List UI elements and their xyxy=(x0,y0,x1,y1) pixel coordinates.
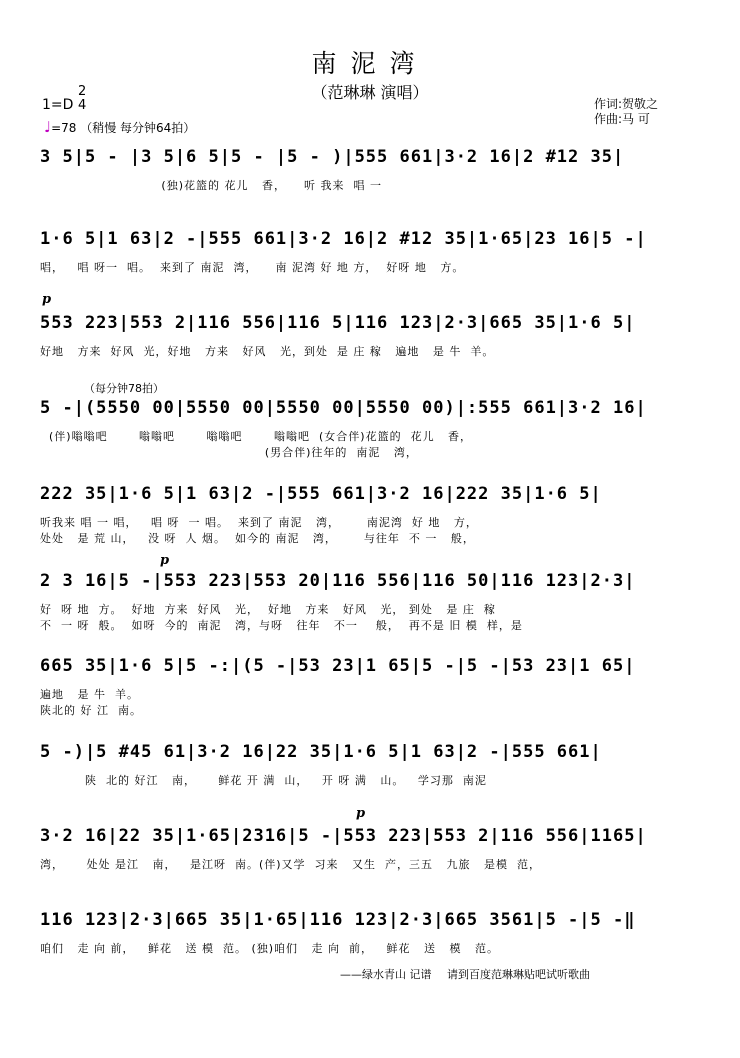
listen-note: 请到百度范琳琳贴吧试听歌曲 xyxy=(447,968,590,981)
lyrics-verse-2: 不 一 呀 般。 如呀 今的 南泥 湾，与呀 往年 不一 般， 再不是 旧 模 样，是 xyxy=(40,619,523,632)
lyrics: 好 呀 地 方。 好地 方来 好风 光， 好地 方来 好风 光， 到处 是 庄 稼 xyxy=(40,603,496,616)
time-signature xyxy=(78,85,86,113)
dynamic-p: p xyxy=(160,553,170,568)
lyrics: (独)花篮的 花儿 香， 听 我来 唱 一 xyxy=(40,179,382,192)
lyrics: 湾， 处处 是江 南， 是江呀 南。(伴)又学 习来 又生 产，三五 九旅 是模 范， xyxy=(40,858,541,871)
song-subtitle: （范琳琳 演唱） xyxy=(311,83,429,102)
lyricist-credit: 作词:贺敬之 xyxy=(594,97,659,111)
footer xyxy=(340,966,602,982)
tempo-text: =78 （稍慢 每分钟64拍） xyxy=(51,121,196,135)
lyrics-verse-2: 陕北的 好 江 南。 xyxy=(40,704,142,717)
lyrics: (伴)嗡嗡吧 嗡嗡吧 嗡嗡吧 嗡嗡吧 (女合伴)花篮的 花儿 香， xyxy=(40,430,473,443)
notation: 3·2 16|22 35|1·65|2316|5 -|553 223|553 2|116 556|1165| xyxy=(40,826,647,846)
lyrics: 陕 北的 好江 南， 鲜花 开 满 山， 开 呀 满 山。 学习那 南泥 xyxy=(40,774,487,787)
tempo-change: （每分钟78拍） xyxy=(84,382,164,395)
lyrics: 遍地 是 牛 羊。 xyxy=(40,688,139,701)
notation: 665 35|1·6 5|5 -:|(5 -|53 23|1 65|5 -|5 -|53 23|1 65| xyxy=(40,656,636,676)
notation: 5 -)|5 #45 61|3·2 16|22 35|1·6 5|1 63|2 -|555 661| xyxy=(40,742,602,762)
lyrics: 咱们 走 向 前， 鲜花 送 模 范。 (独)咱们 走 向 前， 鲜花 送 模 范。 xyxy=(40,942,499,955)
meter-top: 2 xyxy=(78,84,87,99)
lyrics-verse-2: (男合伴)往年的 南泥 湾， xyxy=(40,446,418,459)
dynamic-p: p xyxy=(356,806,366,821)
lyrics-verse-2: 处处 是 荒 山， 没 呀 人 烟。 如今的 南泥 湾， 与往年 不 一 般， xyxy=(40,532,475,545)
composer-credit: 作曲:马 可 xyxy=(594,112,650,126)
notation: 553 223|553 2|116 556|116 5|116 123|2·3|665 35|1·6 5| xyxy=(40,313,636,333)
notation: 2 3 16|5 -|553 223|553 20|116 556|116 50|116 123|2·3| xyxy=(40,571,636,591)
notation: 116 123|2·3|665 35|1·65|116 123|2·3|665 3561|5 -|5 -‖ xyxy=(40,910,636,930)
dynamic-p: p xyxy=(42,292,52,307)
notation: 222 35|1·6 5|1 63|2 -|555 661|3·2 16|222 35|1·6 5| xyxy=(40,484,602,504)
meter-bottom: 4 xyxy=(78,98,87,113)
lyrics: 唱， 唱 呀一 唱。 来到了 南泥 湾， 南 泥湾 好 地 方， 好呀 地 方。 xyxy=(40,261,465,274)
notation: 1·6 5|1 63|2 -|555 661|3·2 16|2 #12 35|1·65|23 16|5 -| xyxy=(40,229,647,249)
notation: 5 -|(5550 00|5550 00|5550 00|5550 00)|:555 661|3·2 16| xyxy=(40,398,647,418)
transcriber-credit: ——绿水青山 记谱 xyxy=(340,968,432,981)
quarter-note-icon: ♩ xyxy=(44,118,52,136)
notation: 3 5|5 - |3 5|6 5|5 - |5 - )|555 661|3·2 16|2 #12 35| xyxy=(40,147,625,167)
song-title: 南泥湾 xyxy=(311,49,429,78)
lyrics: 听我来 唱 一 唱， 唱 呀 一 唱。 来到了 南泥 湾， 南泥湾 好 地 方， xyxy=(40,516,478,529)
tempo-marking xyxy=(44,118,195,136)
score-line-10 xyxy=(40,910,708,1020)
lyrics: 好地 方来 好风 光，好地 方来 好风 光，到处 是 庄 稼 遍地 是 牛 羊。 xyxy=(40,345,495,358)
key-signature: 1=D xyxy=(42,97,74,113)
